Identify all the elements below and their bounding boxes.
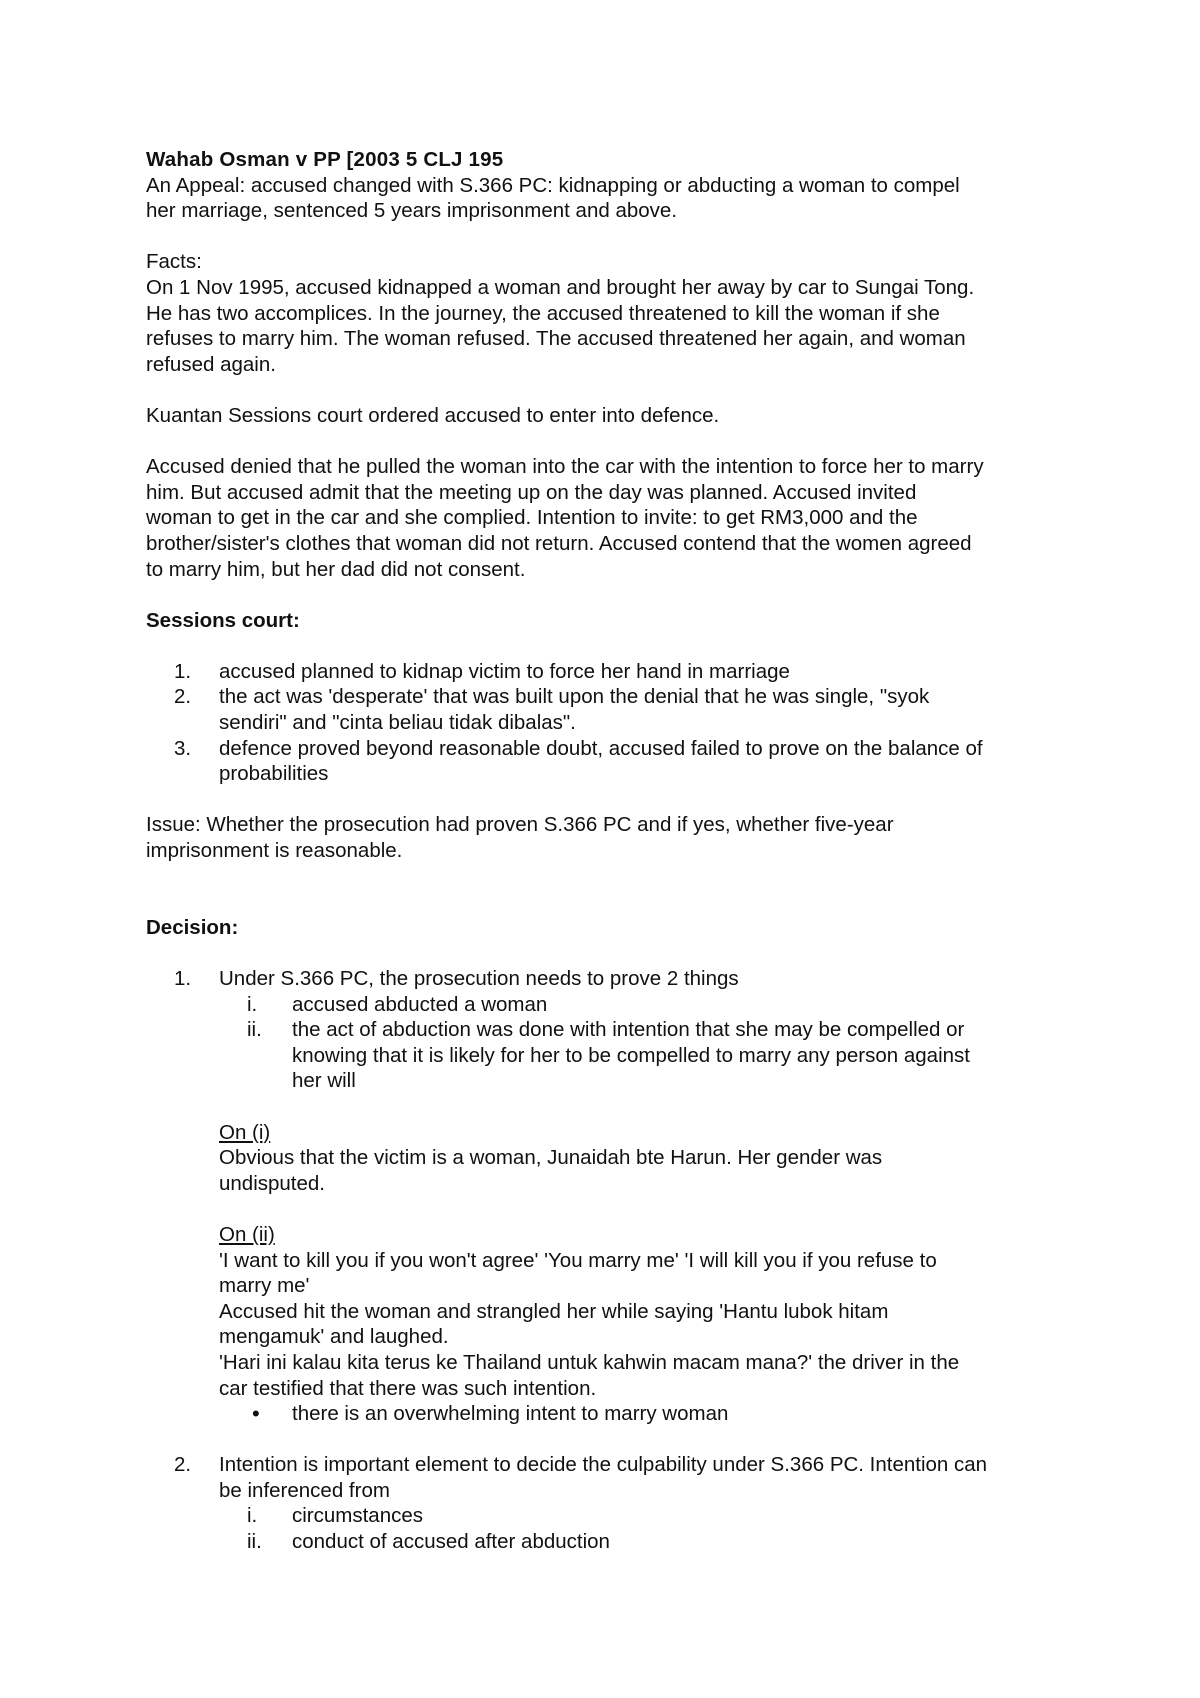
list-item bbox=[146, 966, 1076, 1452]
list-number: 1. bbox=[174, 967, 192, 990]
list-item-text: defence proved beyond reasonable doubt, accused failed to prove on the balance of bbox=[219, 736, 983, 760]
on-ii-line: 'I want to kill you if you won't agree' 'You marry me' 'I will kill you if you refuse to bbox=[219, 1248, 937, 1272]
list-item-text: the act was 'desperate' that was built upon the denial that he was single, "syok bbox=[219, 685, 930, 709]
bullet-text: there is an overwhelming intent to marry woman bbox=[292, 1402, 729, 1426]
list-item-text: Intention is important element to decide the culpability under S.366 PC. Intention can bbox=[219, 1453, 988, 1477]
case-title: Wahab Osman v PP [2003 5 CLJ 195 bbox=[146, 148, 504, 171]
sub-list-item bbox=[219, 1529, 1076, 1555]
on-ii-heading: On (ii) bbox=[219, 1222, 275, 1246]
intro-line-1: An Appeal: accused changed with S.366 PC: kidnapping or abducting a woman to compel bbox=[146, 173, 960, 197]
list-item-text: Under S.366 PC, the prosecution needs to prove 2 things bbox=[219, 967, 739, 990]
sub-list bbox=[219, 992, 1076, 1094]
list-number: 3. bbox=[174, 736, 192, 760]
roman-number: ii. bbox=[247, 1530, 262, 1554]
sub-list-text: conduct of accused after abduction bbox=[292, 1530, 610, 1554]
list-item-text: accused planned to kidnap victim to force her hand in marriage bbox=[219, 659, 790, 683]
decision-list bbox=[146, 966, 1076, 1555]
facts-line-1: On 1 Nov 1995, accused kidnapped a woman and brought her away by car to Sungai Tong. bbox=[146, 275, 975, 299]
issue-line-1: Issue: Whether the prosecution had proven S.366 PC and if yes, whether five-year bbox=[146, 813, 894, 837]
list-number: 1. bbox=[174, 659, 192, 683]
roman-number: i. bbox=[247, 992, 258, 1016]
on-i-line: undisputed. bbox=[219, 1171, 326, 1195]
on-ii-line: mengamuk' and laughed. bbox=[219, 1325, 449, 1349]
intro-line-2: her marriage, sentenced 5 years imprisonment and above. bbox=[146, 199, 678, 223]
list-item-text: probabilities bbox=[219, 762, 329, 786]
sub-list-text: knowing that it is likely for her to be compelled to marry any person against bbox=[292, 1043, 970, 1067]
list-number: 2. bbox=[174, 1453, 192, 1477]
on-i-line: Obvious that the victim is a woman, Junaidah bte Harun. Her gender was bbox=[219, 1146, 883, 1170]
sub-list-text: circumstances bbox=[292, 1504, 424, 1528]
bullet-item bbox=[219, 1401, 1076, 1427]
facts-line-4: refused again. bbox=[146, 352, 276, 376]
list-item bbox=[146, 1452, 1076, 1554]
list-item-text: sendiri" and "cinta beliau tidak dibalas". bbox=[219, 711, 576, 735]
bullet-list bbox=[219, 1401, 1076, 1427]
bullet-icon: • bbox=[252, 1401, 260, 1427]
list-item bbox=[146, 736, 1076, 787]
sub-list bbox=[219, 1503, 1076, 1554]
sub-list-item bbox=[219, 992, 1076, 1018]
on-ii-line: car testified that there was such intention. bbox=[219, 1376, 597, 1400]
on-ii-line: marry me' bbox=[219, 1274, 310, 1298]
sessions-court-heading: Sessions court: bbox=[146, 608, 300, 632]
sub-list-text: accused abducted a woman bbox=[292, 992, 548, 1016]
sub-list-text: her will bbox=[292, 1069, 356, 1093]
sub-list-item bbox=[219, 1017, 1076, 1094]
on-ii-line: 'Hari ini kalau kita terus ke Thailand untuk kahwin macam mana?' the driver in the bbox=[219, 1350, 960, 1374]
list-item bbox=[146, 659, 1076, 685]
facts-line-3: refuses to marry him. The woman refused. The accused threatened her again, and woman bbox=[146, 327, 966, 351]
list-item-text: be inferenced from bbox=[219, 1478, 390, 1502]
defence-line-4: brother/sister's clothes that woman did not return. Accused contend that the women agreed bbox=[146, 531, 972, 555]
list-number: 2. bbox=[174, 685, 192, 709]
document-content bbox=[146, 147, 1076, 1555]
facts-line-2: He has two accomplices. In the journey, the accused threatened to kill the woman if she bbox=[146, 301, 940, 325]
sub-list-item bbox=[219, 1503, 1076, 1529]
roman-number: i. bbox=[247, 1504, 258, 1528]
on-ii-line: Accused hit the woman and strangled her while saying 'Hantu lubok hitam bbox=[219, 1299, 889, 1323]
sub-list-text: the act of abduction was done with intention that she may be compelled or bbox=[292, 1018, 965, 1042]
list-item bbox=[146, 684, 1076, 735]
defence-line-2: him. But accused admit that the meeting up on the day was planned. Accused invited bbox=[146, 480, 917, 504]
defence-line-5: to marry him, but her dad did not consent. bbox=[146, 557, 526, 581]
issue-line-2: imprisonment is reasonable. bbox=[146, 839, 403, 863]
sessions-court-list bbox=[146, 659, 1076, 787]
facts-heading: Facts: bbox=[146, 250, 202, 274]
roman-number: ii. bbox=[247, 1018, 262, 1042]
kuantan-paragraph: Kuantan Sessions court ordered accused to enter into defence. bbox=[146, 403, 720, 427]
defence-line-3: woman to get in the car and she complied. Intention to invite: to get RM3,000 and the bbox=[146, 506, 918, 530]
defence-line-1: Accused denied that he pulled the woman into the car with the intention to force her to marry bbox=[146, 455, 984, 479]
on-i-heading: On (i) bbox=[219, 1120, 271, 1144]
decision-heading: Decision: bbox=[146, 915, 239, 939]
